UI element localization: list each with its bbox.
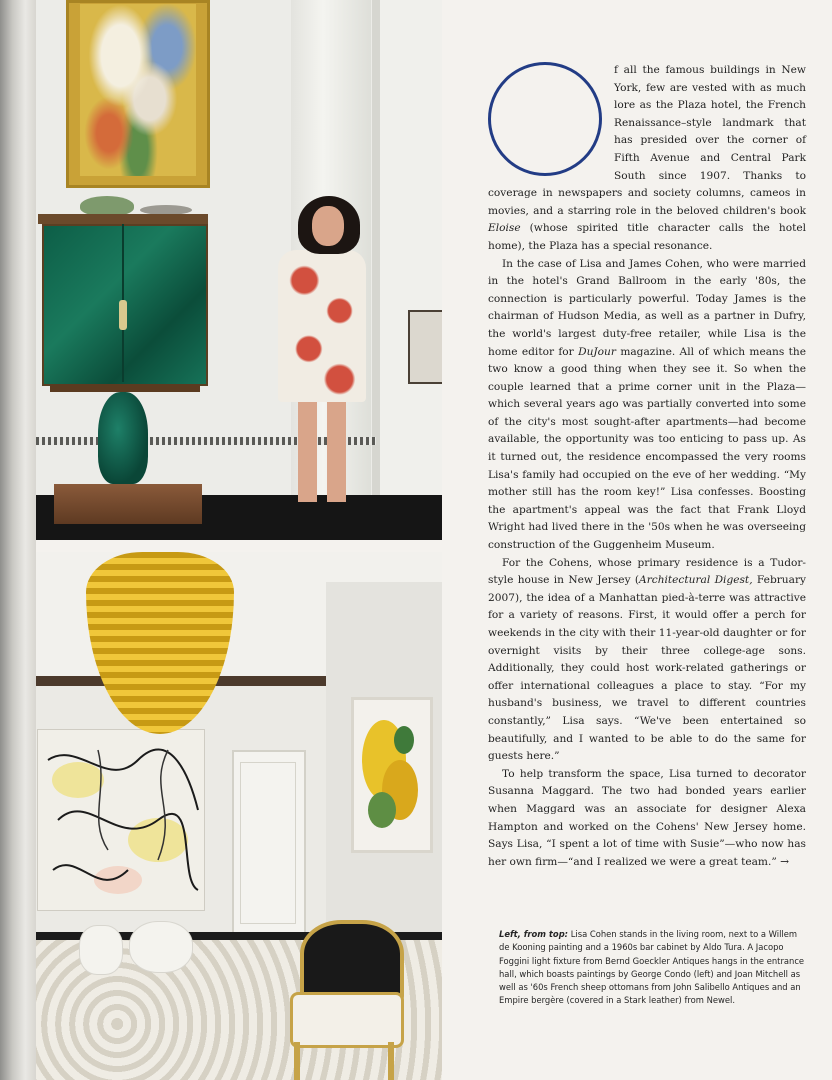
de-kooning-painting: [80, 4, 196, 176]
magazine-spine-gutter: [0, 0, 36, 1080]
paragraph-1-text-b: (whose spirited title character calls the hotel home), the Plaza has a special resonance.: [488, 222, 806, 252]
magazine-title-dujour: DuJour: [578, 345, 616, 358]
paragraph-1-text-a: f all the famous buildings in New York, few are vested with as much lore as the Plaza hotel, the French Renaissance–style landmark that has presided over the corner of Fifth Avenue and Central Park South since 1907. Thanks to coverage in newspapers and society columns, cameos in movies, and a starring role in the beloved children's book: [488, 64, 806, 217]
paragraph-4: To help transform the space, Lisa turned to decorator Susanna Maggard. The two had bonded years earlier when Maggard was an associate for designer Alexa Hampton and worked on the Cohens' New Jersey home. Says Lisa, “I spent a lot of time with Susie”—who now has her own firm—“and I realized we were a great team.” →: [488, 767, 806, 868]
cabinet-top: [38, 214, 208, 224]
paragraph-3: [488, 555, 806, 766]
condo-painting-strokes: [38, 730, 204, 910]
publication-title-ad: Architectural Digest,: [639, 574, 753, 587]
paragraph-3-text-a: For the Cohens, whose primary residence is a Tudor-style house in New Jersey (: [488, 556, 806, 587]
photo-caption: [499, 928, 807, 1008]
paragraph-3-text-b: February 2007), the idea of a Manhattan pied-à-terre was attractive for a variety of reasons. First, it would offer a perch for weekends in the city with their 11-year-old daughter or for overnight visits by their three college-age sons. Additionally, they could host work-related gatherings or offer international colleagues a place to stay. “For my husband's business, we travel to different countries constantly,” Lisa says. “We've been entertained so beautifully, and I wanted to be able to do the same for guests here.”: [488, 574, 806, 763]
bergere-chair-legs: [294, 1042, 394, 1080]
woman-floral-dress: [278, 250, 366, 402]
woman-face: [312, 206, 344, 246]
wood-plinth: [54, 484, 202, 524]
bergere-chair-seat: [290, 992, 404, 1048]
sheep-ottoman: [80, 926, 122, 974]
drop-cap: [488, 62, 602, 176]
caption-lead: Left, from top:: [499, 929, 569, 939]
doorway: [372, 0, 442, 540]
side-chair: [408, 310, 442, 384]
green-bowl: [80, 196, 134, 216]
cabinet-base: [50, 384, 200, 392]
photo-living-room: [36, 0, 442, 540]
mitchell-painting-strokes: [354, 700, 430, 850]
paragraph-2-text-b: magazine. All of which means the two know a good thing when they see it. So when the couple learned that a prime corner unit in the Plaza—which several years ago was partially converted into some of the city's most sought-after apartments—had become available, the opportunity was too enticing to pass up. As it turned out, the residence encompassed the very rooms Lisa's family had occupied on the eve of her wedding. “My mother still has the room key!” Lisa confesses. Boosting the apartment's appeal was the fact that Frank Lloyd Wright had lived there in the '50s when he was overseeing construction of the Guggenheim Museum.: [488, 345, 807, 552]
sheep-ottoman: [130, 922, 192, 972]
door-frame: [372, 0, 380, 495]
article-body: [488, 62, 806, 871]
woman-legs: [298, 402, 346, 502]
book-title-eloise: Eloise: [488, 222, 521, 235]
caption-text: Lisa Cohen stands in the living room, next to a Willem de Kooning painting and a 1960s bar cabinet by Aldo Tura. A Jacopo Foggini light fixture from Bernd Goeckler Antiques hangs in the entrance hall, which boasts paintings by George Condo (left) and Joan Mitchell as well as '60s French sheep ottomans from John Salibello Antiques and an Empire bergère (covered in a Stark leather) from Newel.: [499, 929, 805, 1006]
paragraph-2-text-a: In the case of Lisa and James Cohen, who were married in the hotel's Grand Ballroom in the early '80s, the connection is particularly powerful. Today James is the chairman of Hudson Media, as well as a partner in Dufry, the world's largest duty-free retailer, while Lisa is the home editor for: [488, 257, 806, 358]
condo-painting: [38, 730, 204, 910]
photo-entrance-hall: [36, 552, 442, 1080]
green-vase-pedestal: [98, 392, 148, 484]
mitchell-painting: [354, 700, 430, 850]
cabinet-handle: [119, 300, 127, 330]
paragraph-2: [488, 256, 806, 555]
hall-door-panel: [240, 762, 296, 924]
